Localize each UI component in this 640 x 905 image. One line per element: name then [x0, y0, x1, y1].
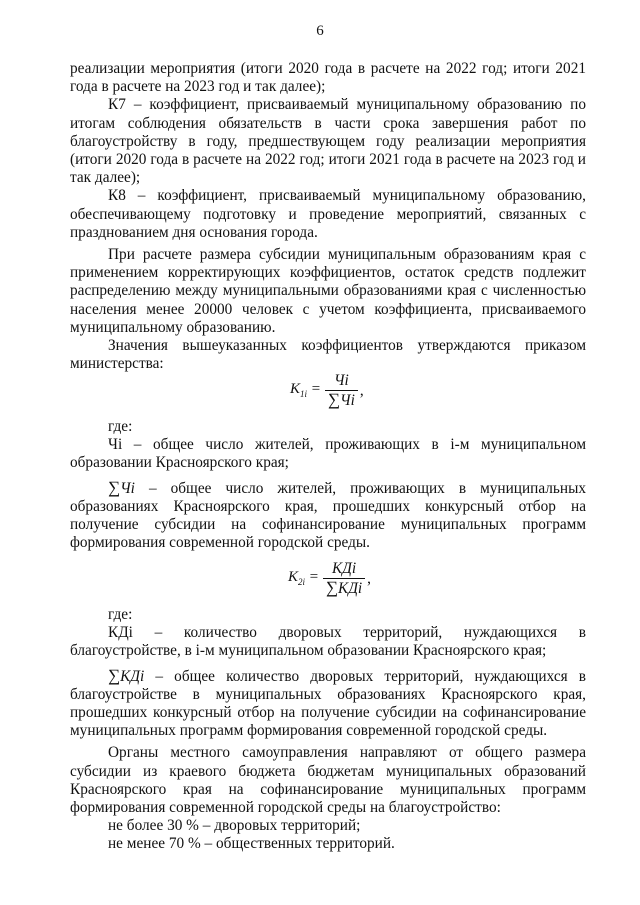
paragraph-k7: К7 – коэффициент, присваиваемый муниципальному образованию по итогам соблюдения обязательств в части срока завершения работ по благоустройству в году, предшествующем году реализации мероприятия (итоги 2020 года в расчете на 2022 год; итоги 2021 года в расчете на 2023 год и так далее); — [70, 96, 586, 187]
text-block-middle — [70, 418, 586, 552]
formula-k1-fraction — [325, 372, 358, 410]
formula-k2-fraction — [323, 560, 365, 598]
formula-k2-denominator: ∑КДi — [323, 578, 365, 598]
formula-k2-comma: , — [367, 570, 371, 588]
paragraph-k8: К8 – коэффициент, присваиваемый муниципальному образованию, обеспечивающему подготовку и проведение мероприятий, связанных с празднованием дня основания города. — [70, 187, 586, 241]
formula-k1-comma: , — [359, 382, 364, 400]
paragraph-values: Значения вышеуказанных коэффициентов утверждаются приказом министерства: — [70, 337, 586, 373]
text-block-top — [70, 60, 586, 373]
text-block-bottom — [70, 606, 586, 854]
paragraph-continuation: реализации мероприятия (итоги 2020 года в расчете на 2022 год; итоги 2021 года в расчете на 2023 год и так далее); — [70, 60, 586, 96]
paragraph-local-authorities: Органы местного самоуправления направляют от общего размера субсидии из краевого бюджета бюджетам муниципальных образований Красноярского края на софинансирование муниципальных программ формирования современной городской среды на благоустройство: — [70, 744, 586, 817]
formula-k2-lhs: $K_{2i}$ = — [288, 568, 319, 587]
definition-chi: Чi – общее число жителей, проживающих в i-м муниципальном образовании Красноярского края; — [70, 436, 586, 472]
formula-k2-numerator: КДi — [331, 560, 357, 577]
definition-sum-kdi: ∑КДi – общее количество дворовых территорий, нуждающихся в благоустройстве в муниципальных образованиях Красноярского края, прошедших конкурсный отбор на получение субсидии на софинансирование муниципальных программ формирования современной городской среды. — [70, 665, 587, 740]
formula-k2 — [288, 560, 371, 598]
where-label-2: где: — [108, 606, 133, 623]
definition-kdi: КДi – количество дворовых территорий, нуждающихся в благоустройстве, в i-м муниципальном образовании Красноярского края; — [70, 624, 586, 660]
line-public-territories: не менее 70 % – общественных территорий. — [108, 835, 395, 853]
line-yard-territories: не более 30 % – дворовых территорий; — [108, 817, 361, 835]
paragraph-calculation: При расчете размера субсидии муниципальным образованиям края с применением корректирующих коэффициентов, остаток средств подлежит распределению между муниципальными образованиями края с численностью населения менее 20000 человек с учетом коэффициента, присваиваемого муниципальному образованию. — [70, 246, 586, 336]
page-number: 6 — [316, 23, 324, 39]
sum-kdi-symbol: ∑КДi — [108, 665, 145, 685]
where-label-1: где: — [108, 418, 133, 435]
formula-k1 — [290, 372, 364, 410]
sum-chi-symbol: ∑Чi — [108, 477, 135, 497]
formula-k1-denominator: ∑Чi — [325, 390, 358, 410]
formula-k1-lhs: $K_{1i}$ = — [290, 380, 321, 399]
definition-sum-chi: ∑Чi – общее число жителей, проживающих в муниципальных образованиях Красноярского края, прошедших конкурсный отбор на получение субсидии на софинансирование муниципальных программ формирования современной городской среды. — [70, 477, 586, 552]
formula-k1-numerator: Чi — [333, 372, 349, 389]
